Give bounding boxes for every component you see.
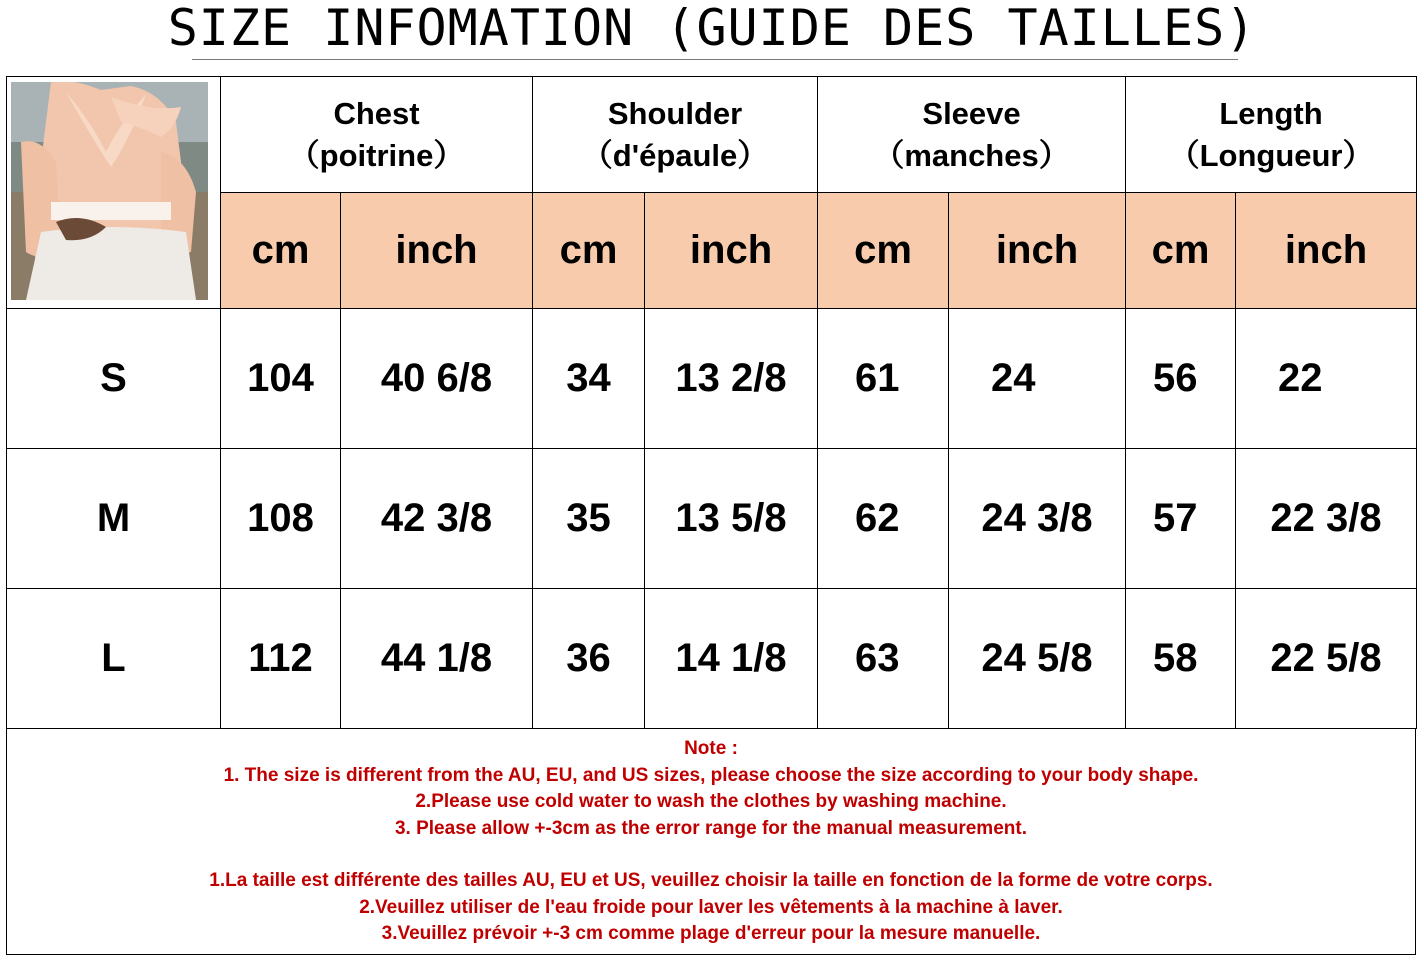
header-chest [221,77,533,193]
unit-cell: cm [221,193,341,309]
unit-cell: cm [818,193,949,309]
size-label: L [7,589,221,729]
table-cell: 63 [818,589,949,729]
table-cell: 112 [221,589,341,729]
unit-cell: inch [1236,193,1417,309]
note-heading: Note : [684,738,738,759]
note-line-en: 3. Please allow +-3cm as the error range for the manual measurement. [394,817,1027,839]
header-sleeve-fr: （manches） [873,137,1070,173]
table-cell: 62 [818,449,949,589]
product-photo-cell [7,77,221,309]
note-line-fr: 2.Veuillez utiliser de l'eau froide pour laver les vêtements à la machine à laver. [359,896,1063,918]
table-cell: 22 [1236,309,1417,449]
size-table [6,76,1417,729]
table-cell: 58 [1126,589,1236,729]
note-line-en: 1. The size is different from the AU, EU, and US sizes, please choose the size according to your body shape. [223,764,1199,786]
size-label: M [7,449,221,589]
table-cell: 42 3/8 [341,449,533,589]
table-cell: 24 5/8 [949,589,1126,729]
product-photo [11,82,208,300]
header-length-en: Length [1219,95,1323,131]
table-cell: 108 [221,449,341,589]
table-cell: 35 [533,449,645,589]
unit-cell: inch [949,193,1126,309]
unit-cell: cm [533,193,645,309]
table-cell: 24 3/8 [949,449,1126,589]
table-cell: 13 5/8 [645,449,818,589]
table-cell: 44 1/8 [341,589,533,729]
header-shoulder-en: Shoulder [607,95,743,131]
header-sleeve [818,77,1126,193]
table-cell: 13 2/8 [645,309,818,449]
header-sleeve-en: Sleeve [922,95,1021,131]
title-underline [192,59,1238,60]
unit-cell: inch [341,193,533,309]
header-length-fr: （Longueur） [1168,137,1374,173]
table-cell: 57 [1126,449,1236,589]
size-label: S [7,309,221,449]
header-chest-en: Chest [333,95,420,131]
header-shoulder-fr: （d'épaule） [581,137,769,173]
table-row [7,449,1417,589]
unit-cell: inch [645,193,818,309]
unit-cell: cm [1126,193,1236,309]
header-chest-fr: （poitrine） [288,137,465,173]
note-box [6,729,1416,955]
header-shoulder [533,77,818,193]
note-line-en: 2.Please use cold water to wash the clothes by washing machine. [415,791,1007,812]
table-cell: 56 [1126,309,1236,449]
table-row [7,589,1417,729]
table-cell: 22 5/8 [1236,589,1417,729]
table-cell: 22 3/8 [1236,449,1417,589]
table-row [7,309,1417,449]
table-cell: 14 1/8 [645,589,818,729]
note-line-fr: 3.Veuillez prévoir +-3 cm comme plage d'erreur pour la mesure manuelle. [381,923,1041,944]
note-line-fr: 1.La taille est différente des tailles AU, EU et US, veuillez choisir la taille en fonction de la forme de votre corps. [209,870,1213,891]
table-cell: 40 6/8 [341,309,533,449]
table-cell: 24 [949,309,1126,449]
table-cell: 104 [221,309,341,449]
table-cell: 61 [818,309,949,449]
page-title: SIZE INFOMATION (GUIDE DES TAILLES) [167,0,1257,57]
table-cell: 36 [533,589,645,729]
header-length [1126,77,1417,193]
table-cell: 34 [533,309,645,449]
